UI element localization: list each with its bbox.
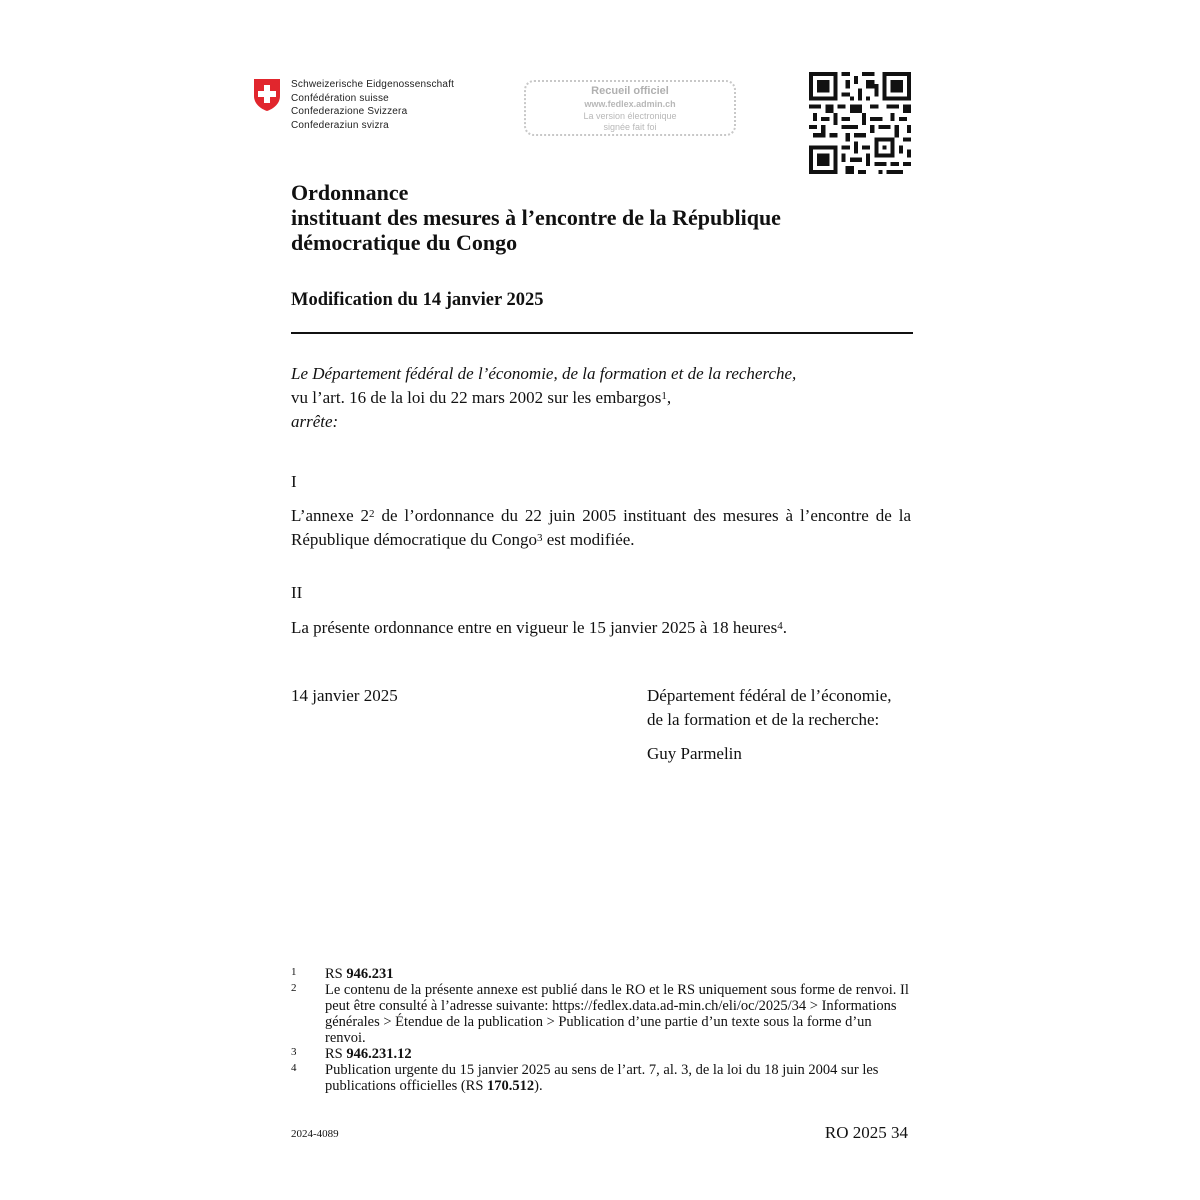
footnote-text: Le contenu de la présente annexe est publié dans le RO et le RS uniquement sous forme de renvoi. Il peut être consulté à l’adresse suivante: https://fedlex.data.ad-min.ch/eli/oc/2025/34 > Informations générales > Étendue de la publication > Publication d’une partie d’un texte sous la forme d’un renvoi. — [325, 982, 909, 1046]
signature-block — [647, 684, 917, 766]
footnote-number: 1 — [291, 966, 297, 978]
preamble — [291, 362, 913, 434]
section-I-paragraph — [291, 504, 911, 552]
section-heading-I: I — [291, 472, 297, 491]
section-heading-II: II — [291, 583, 303, 602]
confederation-names — [291, 78, 454, 132]
footnote-ref-3[interactable]: 3 — [536, 532, 543, 544]
section-I-text-b: de l’ordonnance du 22 juin 2005 instituant des mesures à l’encontre de la République démocratique du Congo — [291, 506, 911, 549]
footnote-text: Publication urgente du 15 janvier 2025 au sens de l’art. 7, al. 3, de la loi du 18 juin 2004 sur les publications officielles (RS — [325, 1062, 879, 1094]
footnote-text-end: ). — [534, 1078, 543, 1094]
footnote-item — [291, 1046, 913, 1062]
preamble-authority: Le Département fédéral de l’économie, de la formation et de la recherche, — [291, 364, 797, 383]
swiss-cross-icon — [253, 78, 281, 112]
footnote-number: 2 — [291, 982, 297, 994]
confed-line-it: Confederazione Svizzera — [291, 106, 408, 117]
confed-line-rm: Confederaziun svizra — [291, 119, 389, 131]
footnote-item — [291, 966, 913, 982]
stamp-title: Recueil officiel — [591, 85, 669, 97]
footnote-item — [291, 982, 913, 1046]
stamp-note-1: La version électronique — [583, 111, 677, 121]
document-number: 2024-4089 — [291, 1128, 339, 1140]
footnote-bold: 170.512 — [487, 1078, 535, 1094]
footnote-ref-1[interactable]: 1 — [661, 390, 667, 402]
footnote-text: RS — [325, 1046, 347, 1062]
title-line-2: instituant des mesures à l’encontre de la République — [291, 205, 781, 230]
footnote-item — [291, 1062, 913, 1094]
title-line-1: Ordonnance — [291, 180, 409, 205]
section-II-paragraph — [291, 616, 911, 640]
ro-reference: RO 2025 34 — [824, 1123, 908, 1142]
signature-date: 14 janvier 2025 — [291, 686, 398, 705]
stamp-url: www.fedlex.admin.ch — [584, 99, 676, 109]
page-title — [291, 180, 911, 255]
preamble-vu-end: , — [666, 388, 672, 407]
footnotes — [291, 966, 913, 1094]
footnote-ref-4[interactable]: 4 — [777, 620, 783, 632]
section-I-text-a: L’annexe 2 — [291, 506, 370, 525]
preamble-vu-text: vu l’art. 16 de la loi du 22 mars 2002 sur les embargos — [291, 388, 662, 407]
preamble-arrete: arrête: — [291, 412, 339, 431]
footnote-ref-2[interactable]: 2 — [369, 508, 375, 520]
title-line-3: démocratique du Congo — [291, 230, 518, 255]
qr-code-icon[interactable] — [809, 72, 911, 174]
signature-dept-line-2: de la formation et de la recherche: — [647, 710, 880, 729]
section-II-text-a: La présente ordonnance entre en vigueur le 15 janvier 2025 à 18 heures — [291, 618, 778, 637]
official-stamp — [524, 80, 736, 136]
confed-line-de: Schweizerische Eidgenossenschaft — [291, 79, 455, 90]
footnote-bold: 946.231.12 — [346, 1046, 412, 1062]
preamble-vu — [291, 386, 913, 410]
signature-dept-line-1: Département fédéral de l’économie, — [647, 686, 892, 705]
section-II-text-b: . — [782, 618, 787, 637]
footnote-bold: 946.231 — [346, 966, 394, 982]
stamp-note-2: signée fait foi — [603, 122, 657, 132]
section-I-text-c: est modifiée. — [542, 530, 635, 549]
signature-name: Guy Parmelin — [647, 744, 742, 763]
modification-subtitle: Modification du 14 janvier 2025 — [291, 290, 544, 310]
footnote-number: 4 — [291, 1062, 297, 1074]
footnote-number: 3 — [291, 1046, 297, 1058]
confed-line-fr: Confédération suisse — [291, 92, 389, 104]
footnote-text: RS — [325, 966, 347, 982]
title-divider — [291, 332, 913, 334]
